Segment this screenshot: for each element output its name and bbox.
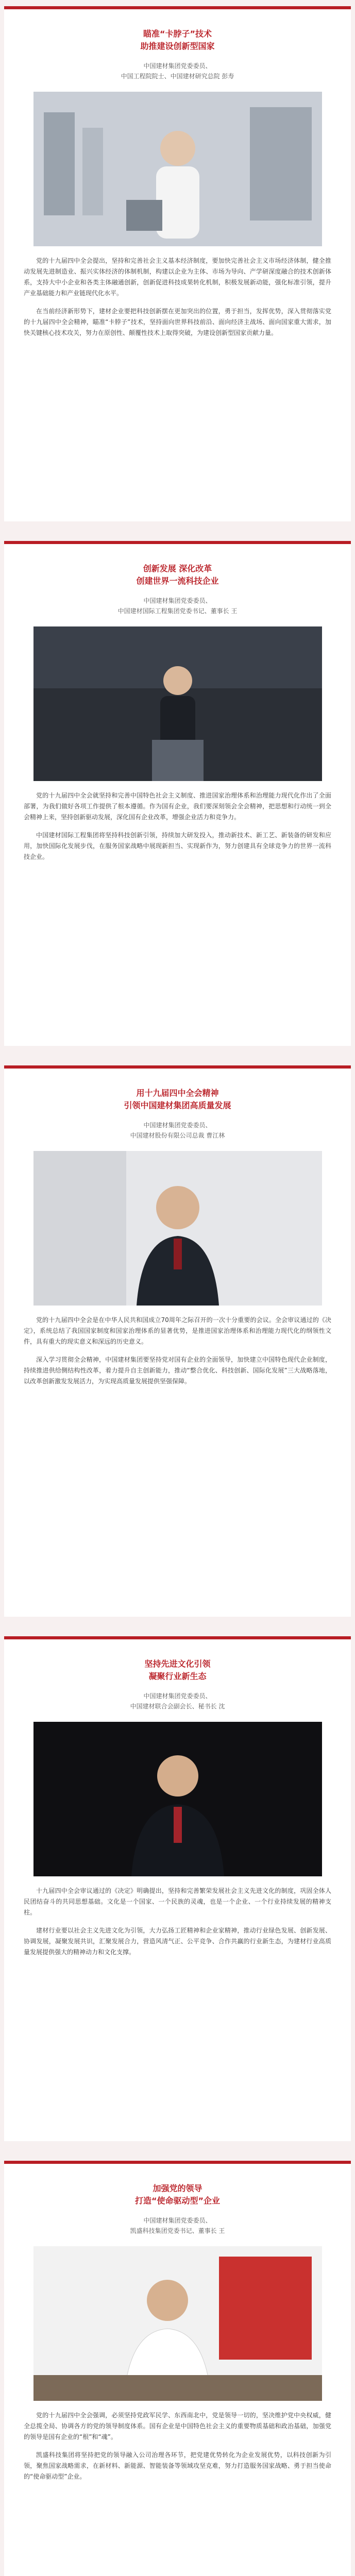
- section-title-line-2: 创建世界一流科技企业: [136, 576, 219, 586]
- section-body: [4, 781, 351, 862]
- portrait-scene-icon: [33, 1151, 322, 1306]
- paragraph: 十九届四中全会审议通过的《决定》明确提出，坚持和完善繁荣发展社会主义先进文化的制度，巩固全体人民团结奋斗的共同思想基础。文化是一个国家、一个民族的灵魂，也是一个企业、一个行业持续发展的精神支柱。: [24, 1887, 331, 1916]
- section-body: [4, 1306, 351, 1387]
- author-byline-line-2: 中国工程院院士、中国建材研究总院 彭寿: [121, 73, 234, 80]
- section-header: [4, 1639, 351, 1711]
- section-title: [4, 1658, 351, 1683]
- author-byline-line-1: 中国建材集团党委委员、: [143, 2217, 212, 2224]
- author-byline: [4, 1120, 351, 1141]
- paragraph: 中国建材国际工程集团将坚持科技创新引领，持续加大研发投入，推动新技术、新工艺、新装备的研发和应用，加快国际化发展步伐，在服务国家战略中展现新担当、实现新作为，努力创建具有全球竞争力的世界一流科技企业。: [24, 832, 331, 860]
- article-section-2: [4, 541, 351, 1046]
- lab-scene-icon: [33, 92, 322, 246]
- scientist-lab-photo: [33, 92, 322, 246]
- author-byline-line-2: 中国建材股份有限公司总裁 曹江林: [130, 1132, 225, 1139]
- author-byline-line-2: 中国建材国际工程集团党委书记、董事长 王: [117, 607, 238, 615]
- section-title: [4, 1087, 351, 1112]
- paragraph: 凯盛科技集团将坚持把党的领导融入公司治理各环节，把党建优势转化为企业发展优势，以科技创新为引领，聚焦国家战略需求，在新材料、新能源、智能装备等领域攻坚克难，努力打造服务国家战略、勇于担当使命的“使命驱动型”企业。: [24, 2451, 331, 2480]
- author-byline: [4, 61, 351, 81]
- paragraph: 深入学习贯彻全会精神，中国建材集团要坚持党对国有企业的全面领导，加快建立中国特色现代企业制度，持续推进供给侧结构性改革，着力提升自主创新能力，推动“整合优化、科技创新、国际化发展”三大战略落地，以改革创新激发发展活力，为实现高质量发展提供坚强保障。: [24, 1356, 331, 1385]
- section-title-line-1: 加强党的领导: [153, 2183, 202, 2193]
- section-header: [4, 2164, 351, 2236]
- speaker-at-podium-photo: [33, 626, 322, 781]
- section-title-line-2: 引领中国建材集团高质量发展: [124, 1100, 231, 1110]
- section-header: [4, 544, 351, 616]
- section-title-line-1: 用十九届四中全会精神: [136, 1088, 219, 1098]
- section-body: [4, 1876, 351, 1958]
- paragraph: 在当前经济新形势下，建材企业要把科技创新摆在更加突出的位置，勇于担当，发挥优势，深入贯彻落实党的十九届四中全会精神，瞄准“卡脖子”技术，坚持面向世界科技前沿、面向经济主战场、面向国家重大需求，加快关键核心技术攻关，努力在原创性、颠覆性技术上取得突破，为建设创新型国家贡献力量。: [24, 308, 331, 336]
- section-title-line-2: 助推建设创新型国家: [140, 41, 215, 51]
- podium-scene-icon: [33, 626, 322, 781]
- paragraph: 建材行业要以社会主义先进文化为引领，大力弘扬工匠精神和企业家精神，推动行业绿色发展、创新发展、协调发展，凝聚发展共识，汇聚发展合力，营造风清气正、公平竞争、合作共赢的行业新生态，为建材行业高质量发展提供强大的精神动力和文化支撑。: [24, 1927, 331, 1956]
- section-title-line-1: 创新发展 深化改革: [143, 564, 212, 573]
- author-byline: [4, 2215, 351, 2236]
- official-portrait-photo: [33, 1722, 322, 1876]
- paragraph: 党的十九届四中全会就坚持和完善中国特色社会主义制度、推进国家治理体系和治理能力现代化作出了全面部署，为我们做好各项工作提供了根本遵循。作为国有企业，我们要深刻领会全会精神，把思想和行动统一到全会精神上来，坚持创新驱动发展，深化国有企业改革，增强企业活力和竞争力。: [24, 792, 331, 821]
- section-title: [4, 28, 351, 53]
- author-byline-line-1: 中国建材集团党委委员、: [143, 597, 212, 604]
- section-title-line-1: 瞄准“卡脖子”技术: [143, 29, 212, 39]
- section-header: [4, 1069, 351, 1141]
- desk-scene-icon: [33, 2246, 322, 2401]
- section-title: [4, 563, 351, 587]
- section-body: [4, 2401, 351, 2482]
- paragraph: 党的十九届四中全会强调，必须坚持党政军民学、东西南北中，党是领导一切的，坚决维护党中央权威，健全总揽全局、协调各方的党的领导制度体系。国有企业是中国特色社会主义的重要物质基础和政治基础，加强党的领导是国有企业的“根”和“魂”。: [24, 2412, 331, 2441]
- author-byline: [4, 596, 351, 616]
- executive-desk-photo: [33, 2246, 322, 2401]
- author-byline-line-2: 凯盛科技集团党委书记、董事长 王: [130, 2227, 225, 2234]
- author-byline-line-1: 中国建材集团党委委员、: [143, 1122, 212, 1129]
- section-title-line-2: 打造“使命驱动型”企业: [134, 2196, 221, 2206]
- author-byline-line-1: 中国建材集团党委委员、: [143, 62, 212, 70]
- paragraph: 党的十九届四中全会是在中华人民共和国成立70周年之际召开的一次十分重要的会议。全会审议通过的《决定》，系统总结了我国国家制度和国家治理体系的显著优势，是推进国家治理体系和治理能力现代化的纲领性文件，具有重大的现实意义和深远的历史意义。: [24, 1316, 331, 1345]
- section-body: [4, 246, 351, 338]
- author-byline-line-2: 中国建材联合会副会长、秘书长 沈: [130, 1703, 225, 1710]
- paragraph: 党的十九届四中全会提出，坚持和完善社会主义基本经济制度，要加快完善社会主义市场经济体制，健全推动发展先进制造业、振兴实体经济的体制机制，构建以企业为主体、市场为导向、产学研深度融合的技术创新体系，支持大中小企业和各类主体融通创新，创新促进科技成果转化机制，积极发展新动能，强化标准引领，提升产业基础能力和产业链现代化水平。: [24, 257, 331, 297]
- author-byline: [4, 1691, 351, 1711]
- official-scene-icon: [33, 1722, 322, 1876]
- article-section-3: [4, 1065, 351, 1617]
- article-section-5: [4, 2161, 351, 2576]
- article-section-4: [4, 1636, 351, 2141]
- section-title-line-2: 凝聚行业新生态: [148, 1671, 207, 1681]
- section-title-line-1: 坚持先进文化引领: [144, 1659, 211, 1669]
- executive-portrait-photo: [33, 1151, 322, 1306]
- article-section-1: [4, 6, 351, 521]
- author-byline-line-1: 中国建材集团党委委员、: [143, 1692, 212, 1700]
- section-header: [4, 9, 351, 81]
- section-title: [4, 2182, 351, 2207]
